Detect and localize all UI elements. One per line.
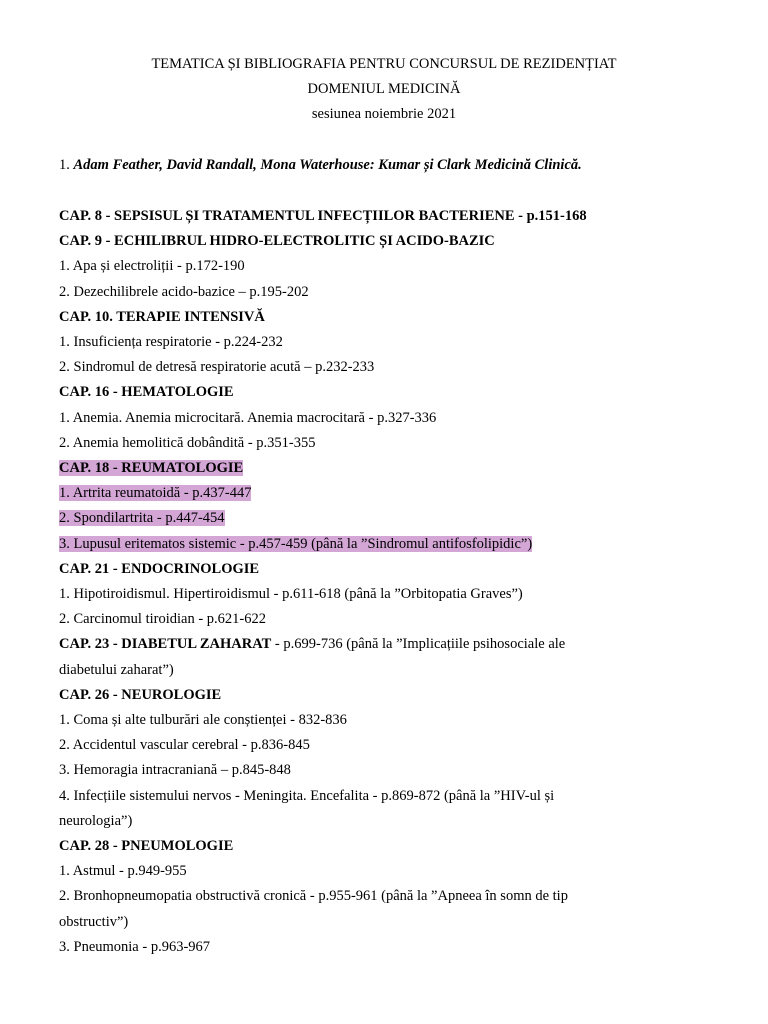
topic-item	[59, 585, 523, 603]
chapter-title: CAP. 10. TERAPIE INTENSIVĂ	[59, 308, 265, 325]
topic-text: 1. Apa și electroliții - p.172-190	[59, 258, 245, 275]
topic-text: 1. Artrita reumatoidă - p.437-447	[59, 485, 252, 502]
topic-item	[59, 887, 568, 905]
document-title: TEMATICA ȘI BIBLIOGRAFIA PENTRU CONCURSUL DE REZIDENȚIAT	[151, 56, 617, 72]
topic-item	[59, 283, 309, 301]
topic-text: - p.699-736 (până la ”Implicațiile psihosociale ale	[271, 636, 566, 653]
topic-text: 2. Accidentul vascular cerebral - p.836-845	[59, 737, 310, 754]
chapter-title: CAP. 9 - ECHILIBRUL HIDRO-ELECTROLITIC ȘI ACIDO-BAZIC	[59, 233, 495, 250]
topic-text: 1. Coma și alte tulburări ale conștienței - 832-836	[59, 712, 347, 728]
topic-item	[59, 812, 132, 830]
topic-text: 2. Carcinomul tiroidian - p.621-622	[59, 611, 266, 628]
topic-item	[59, 711, 347, 729]
reference-number: 1.	[59, 157, 74, 173]
topic-text: neurologia”)	[59, 812, 133, 829]
chapter-heading	[59, 837, 233, 855]
chapter-title: CAP. 8 - SEPSISUL ȘI TRATAMENTUL INFECȚIILOR BACTERIENE - p.151-168	[59, 208, 587, 224]
topic-text: 1. Hipotiroidismul. Hipertiroidismul - p.611-618 (până la ”Orbitopatia Graves”)	[59, 586, 523, 602]
topic-text: 2. Sindromul de detresă respiratorie acută – p.232-233	[59, 359, 375, 376]
chapter-heading	[59, 459, 243, 477]
topic-item	[59, 862, 187, 880]
topic-text: 1. Insuficiența respiratorie - p.224-232	[59, 334, 283, 350]
document-domain: DOMENIUL MEDICINĂ	[307, 81, 461, 97]
topic-text: obstructiv”)	[59, 913, 129, 930]
topic-item	[59, 535, 532, 553]
topic-item	[59, 938, 210, 956]
chapter-title: CAP. 21 - ENDOCRINOLOGIE	[59, 560, 260, 577]
chapter-title: CAP. 18 - REUMATOLOGIE	[59, 460, 244, 476]
topic-text: 2. Bronhopneumopatia obstructivă cronică - p.955-961 (până la ”Apneea în somn de tip	[59, 888, 568, 905]
chapter-heading	[59, 635, 565, 653]
topic-item	[59, 661, 174, 679]
topic-text: 4. Infecțiile sistemului nervos - Meningita. Encefalita - p.869-872 (până la ”HIV-ul și	[59, 787, 555, 804]
topic-text: 3. Hemoragia intracraniană – p.845-848	[59, 762, 291, 779]
topic-text: 1. Anemia. Anemia microcitară. Anemia macrocitară - p.327-336	[59, 409, 437, 426]
topic-text: 3. Pneumonia - p.963-967	[59, 938, 211, 955]
topic-item	[59, 409, 436, 427]
topic-item	[59, 736, 310, 754]
topic-item	[59, 787, 554, 805]
chapter-heading	[59, 560, 259, 578]
chapter-title: CAP. 28 - PNEUMOLOGIE	[59, 838, 234, 854]
topic-item	[59, 434, 316, 452]
chapter-heading	[59, 383, 234, 401]
chapter-heading	[59, 686, 221, 704]
chapter-title: CAP. 26 - NEUROLOGIE	[59, 686, 222, 703]
reference-text: Adam Feather, David Randall, Mona Waterhouse: Kumar și Clark Medicină Clinică.	[73, 157, 582, 173]
topic-text: 2. Anemia hemolitică dobândită - p.351-355	[59, 434, 316, 451]
topic-item	[59, 913, 128, 931]
document-session: sesiunea noiembrie 2021	[311, 106, 457, 122]
topic-text: 3. Lupusul eritematos sistemic - p.457-459 (până la ”Sindromul antifosfolipidic”)	[59, 535, 533, 552]
topic-item	[59, 333, 283, 351]
topic-item	[59, 509, 225, 527]
topic-text: diabetului zaharat”)	[59, 661, 174, 678]
topic-text: 1. Astmul - p.949-955	[59, 863, 187, 880]
chapter-heading	[59, 308, 265, 326]
chapter-heading	[59, 232, 495, 250]
topic-item	[59, 761, 291, 779]
topic-text: 2. Dezechilibrele acido-bazice – p.195-202	[59, 283, 309, 300]
topic-item	[59, 484, 251, 502]
topic-text: 2. Spondilartrita - p.447-454	[59, 510, 225, 527]
topic-item	[59, 610, 266, 628]
chapter-title: CAP. 23 - DIABETUL ZAHARAT	[59, 636, 272, 653]
topic-item	[59, 358, 374, 376]
chapter-title: CAP. 16 - HEMATOLOGIE	[59, 384, 234, 401]
topic-item	[59, 257, 245, 275]
chapter-heading	[59, 207, 587, 225]
bibliography-reference	[59, 156, 582, 174]
